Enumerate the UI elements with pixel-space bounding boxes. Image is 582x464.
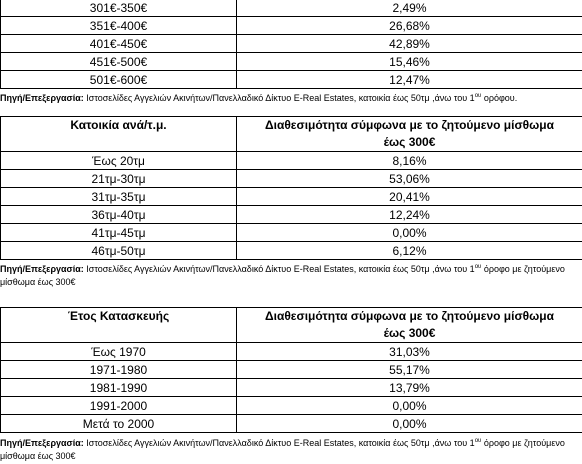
table-header-row: [1, 308, 582, 343]
apartment-size-table: [0, 116, 582, 260]
source-superscript: ου: [474, 93, 482, 99]
table-cell-percentage: 15,46%: [237, 53, 582, 71]
table-row: [1, 35, 582, 53]
table-cell-percentage: 20,41%: [237, 188, 582, 206]
source-label: Πηγή/Επεξεργασία:: [0, 93, 84, 103]
table-header-availability: Διαθεσιμότητα σύμφωνα με το ζητούμενο μίσθωμα έως 300€: [237, 308, 582, 343]
table-cell-year: 1981-1990: [1, 379, 237, 397]
table-row: [1, 170, 582, 188]
table-row: [1, 206, 582, 224]
table-cell-percentage: 55,17%: [237, 361, 582, 379]
table-row: [1, 397, 582, 415]
table-cell-size: 36τμ-40τμ: [1, 206, 237, 224]
table-row: [1, 343, 582, 361]
rent-range-table: [0, 0, 582, 89]
table-cell-size: 21τμ-30τμ: [1, 170, 237, 188]
table-cell-percentage: 12,24%: [237, 206, 582, 224]
table-cell-range: 501€-600€: [1, 71, 237, 89]
table-cell-percentage: 2,49%: [237, 0, 582, 17]
table-cell-percentage: 0,00%: [237, 224, 582, 242]
table-header-year: Έτος Κατασκευής: [1, 308, 237, 343]
table-cell-year: Έως 1970: [1, 343, 237, 361]
source-text: Ιστοσελίδες Αγγελιών Ακινήτων/Πανελλαδικό Δίκτυο E-Real Estates, κατοικία έως 50τμ ,άνω του 1: [86, 264, 475, 274]
source-tail: όροφο με ζητούμενο μίσθωμα έως 300€: [0, 438, 565, 461]
table-row: [1, 242, 582, 260]
table-cell-percentage: 12,47%: [237, 71, 582, 89]
construction-year-table: [0, 307, 582, 433]
table-cell-range: 351€-400€: [1, 17, 237, 35]
source-superscript: ου: [474, 438, 482, 444]
table-cell-size: Έως 20τμ: [1, 152, 237, 170]
table-cell-year: Μετά το 2000: [1, 415, 237, 433]
table-row: [1, 0, 582, 17]
table-cell-percentage: 53,06%: [237, 170, 582, 188]
source-note: [0, 263, 582, 289]
table-cell-size: 31τμ-35τμ: [1, 188, 237, 206]
table-cell-percentage: 13,79%: [237, 379, 582, 397]
table-row: [1, 224, 582, 242]
table-cell-percentage: 0,00%: [237, 397, 582, 415]
table-row: [1, 361, 582, 379]
table-cell-year: 1991-2000: [1, 397, 237, 415]
table-cell-percentage: 26,68%: [237, 17, 582, 35]
source-text: Ιστοσελίδες Αγγελιών Ακινήτων/Πανελλαδικό Δίκτυο E-Real Estates, κατοικία έως 50τμ ,άνω του 1: [86, 93, 475, 103]
table-row: [1, 188, 582, 206]
table-cell-year: 1971-1980: [1, 361, 237, 379]
source-tail: όροφο με ζητούμενο μίσθωμα έως 300€: [0, 264, 565, 287]
source-text: Ιστοσελίδες Αγγελιών Ακινήτων/Πανελλαδικό Δίκτυο E-Real Estates, κατοικία έως 50τμ ,άνω του 1: [86, 438, 475, 448]
source-label: Πηγή/Επεξεργασία:: [0, 264, 84, 274]
source-note: [0, 92, 582, 105]
table-cell-percentage: 6,12%: [237, 242, 582, 260]
source-tail: ορόφου.: [481, 93, 518, 103]
table-row: [1, 53, 582, 71]
table-cell-percentage: 0,00%: [237, 415, 582, 433]
table-row: [1, 379, 582, 397]
table-cell-size: 41τμ-45τμ: [1, 224, 237, 242]
table-cell-percentage: 8,16%: [237, 152, 582, 170]
table-cell-percentage: 42,89%: [237, 35, 582, 53]
table-header-availability: Διαθεσιμότητα σύμφωνα με το ζητούμενο μίσθωμα έως 300€: [237, 117, 582, 152]
source-note: [0, 437, 582, 463]
table-header-row: [1, 117, 582, 152]
table-row: [1, 152, 582, 170]
table-cell-range: 451€-500€: [1, 53, 237, 71]
table-cell-size: 46τμ-50τμ: [1, 242, 237, 260]
table-cell-range: 301€-350€: [1, 0, 237, 17]
table-header-size: Κατοικία ανά/τ.μ.: [1, 117, 237, 152]
table-row: [1, 17, 582, 35]
table-cell-percentage: 31,03%: [237, 343, 582, 361]
table-row: [1, 71, 582, 89]
table-cell-range: 401€-450€: [1, 35, 237, 53]
source-superscript: ου: [474, 264, 482, 270]
source-label: Πηγή/Επεξεργασία:: [0, 438, 84, 448]
table-row: [1, 415, 582, 433]
